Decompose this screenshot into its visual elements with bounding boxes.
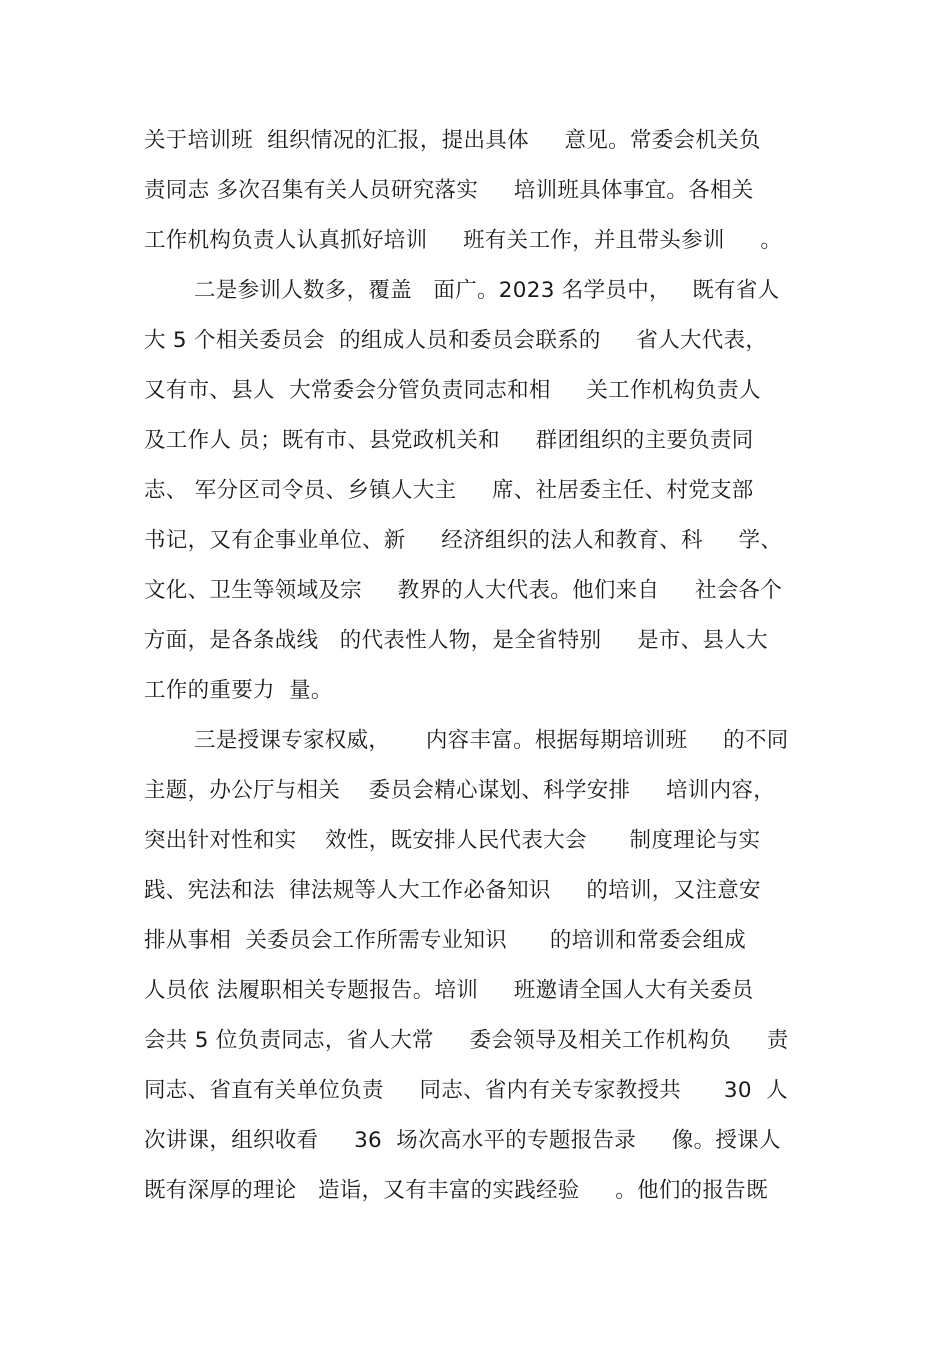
paragraph-start-line: 二是参训人数多，覆盖 面广。2023 名学员中， 既有省人: [194, 278, 780, 303]
text-line: 工作的重要力 量。: [144, 678, 333, 703]
text-line: 关于培训班 组织情况的汇报，提出具体 意见。常委会机关负: [144, 128, 761, 153]
text-line: 主题，办公厅与相关 委员会精心谋划、科学安排 培训内容，: [144, 778, 776, 803]
text-line: 同志、省直有关单位负责 同志、省内有关专家教授共 30 人: [144, 1078, 788, 1103]
text-line: 书记，又有企事业单位、新 经济组织的法人和教育、科 学、: [144, 528, 783, 553]
text-line: 排从事相 关委员会工作所需专业知识 的培训和常委会组成: [144, 928, 747, 953]
text-line: 志、 军分区司令员、乡镇人大主 席、社居委主任、村党支部: [144, 478, 754, 503]
text-line: 方面，是各条战线 的代表性人物，是全省特别 是市、县人大: [144, 628, 768, 653]
text-line: 人员依 法履职相关专题报告。培训 班邀请全国人大有关委员: [144, 978, 754, 1003]
text-line: 及工作人 员；既有市、县党政机关和 群团组织的主要负责同: [144, 428, 754, 453]
text-line: 既有深厚的理论 造诣，又有丰富的实践经验 。他们的报告既: [144, 1178, 768, 1203]
text-line: 次讲课，组织收看 36 场次高水平的专题报告录 像。授课人: [144, 1128, 781, 1153]
text-line: 践、宪法和法 律法规等人大工作必备知识 的培训，又注意安: [144, 878, 761, 903]
text-line: 又有市、县人 大常委会分管负责同志和相 关工作机构负责人: [144, 378, 761, 403]
paragraph-start-line: 三是授课专家权威， 内容丰富。根据每期培训班 的不同: [194, 728, 789, 753]
text-line: 工作机构负责人认真抓好培训 班有关工作，并且带头参训 。: [144, 228, 783, 253]
text-line: 会共 5 位负责同志，省人大常 委会领导及相关工作机构负 责: [144, 1028, 789, 1053]
text-line: 责同志 多次召集有关人员研究落实 培训班具体事宜。各相关: [144, 178, 754, 203]
text-line: 突出针对性和实 效性，既安排人民代表大会 制度理论与实: [144, 828, 761, 853]
text-line: 大 5 个相关委员会 的组成人员和委员会联系的 省人大代表，: [144, 328, 768, 353]
text-line: 文化、卫生等领域及宗 教界的人大代表。他们来自 社会各个: [144, 578, 783, 603]
